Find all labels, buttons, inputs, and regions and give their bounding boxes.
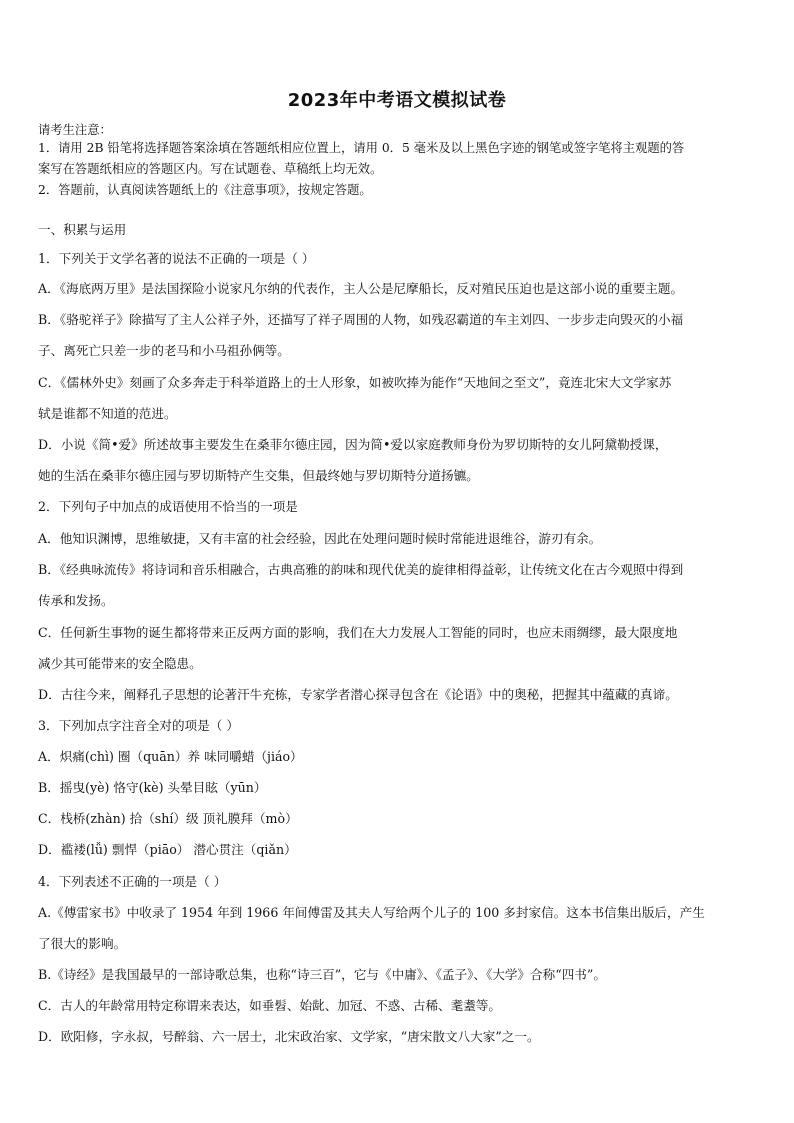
q3-option-b: B．摇曳(yè) 恪守(kè) 头晕目眩（yūn） — [38, 780, 267, 795]
q2-stem: 2．下列句子中加点的成语使用不恰当的一项是 — [38, 499, 298, 514]
q4-stem: 4．下列表述不正确的一项是（ ） — [38, 874, 227, 889]
notice-item-1-line-1: 1．请用 2B 铅笔将选择题答案涂填在答题纸相应位置上，请用 0．5 毫米及以上黑色字迹的钢笔或签字笔将主观题的答 — [38, 141, 685, 155]
notice-item-1-line-2: 案写在答题纸相应的答题区内。写在试题卷、草稿纸上均无效。 — [38, 162, 383, 176]
q4-option-d: D．欧阳修，字永叔，号醉翁、六一居士，北宋政治家、文学家，“唐宋散文八大家”之一。 — [38, 1029, 540, 1044]
q1-option-d-line-2: 她的生活在桑菲尔德庄园与罗切斯特产生交集，但最终她与罗切斯特分道扬镳。 — [38, 468, 479, 483]
q1-option-b-line-1: B．《骆驼祥子》除描写了主人公祥子外，还描写了祥子周围的人物，如残忍霸道的车主刘四、一步步走向毁灭的小福 — [38, 312, 684, 327]
q1-option-c-line-1: C．《儒林外史》刻画了众多奔走于科举道路上的士人形象，如被吹捧为能作“天地间之至文”，竟连北宋大文学家苏 — [38, 375, 672, 390]
q1-stem: 1．下列关于文学名著的说法不正确的一项是（ ） — [38, 251, 315, 266]
page-title: 2023年中考语文模拟试卷 — [287, 90, 507, 111]
q2-option-a: A．他知识渊博，思维敏捷，又有丰富的社会经验，因此在处理问题时候时常能进退维谷，游刃有余。 — [38, 531, 602, 546]
q2-option-b-line-2: 传承和发扬。 — [38, 593, 114, 608]
q3-stem: 3．下列加点字注音全对的项是（ ） — [38, 718, 239, 733]
q4-option-a-line-1: A.《傅雷家书》中收录了 1954 年到 1966 年间傅雷及其夫人写给两个儿子的 100 多封家信。这本书信集出版后，产生 — [38, 905, 705, 920]
notice-item-2: 2．答题前，认真阅读答题纸上的《注意事项》，按规定答题。 — [38, 183, 372, 197]
q1-option-d-line-1: D．小说《简•爱》所述故事主要发生在桑菲尔德庄园，因为简•爱以家庭教师身份为罗切斯特的女儿阿黛勒授课， — [38, 437, 668, 452]
q2-option-c-line-2: 减少其可能带来的安全隐患。 — [38, 656, 202, 671]
q1-option-c-line-2: 轼是谁都不知道的范进。 — [38, 406, 177, 421]
q1-option-b-line-2: 子、离死亡只差一步的老马和小马祖孙俩等。 — [38, 343, 290, 358]
q4-option-c: C．古人的年龄常用特定称谓来表达，如垂髫、始龀、加冠、不惑、古稀、耄耋等。 — [38, 998, 502, 1013]
notice-heading: 请考生注意： — [38, 123, 112, 137]
section-heading: 一、积累与运用 — [38, 222, 127, 237]
q4-option-b: B.《诗经》是我国最早的一部诗歌总集，也称“诗三百”，它与《中庸》、《孟子》、《大学》合称“四书”。 — [38, 967, 606, 982]
q1-option-a: A．《海底两万里》是法国探险小说家凡尔纳的代表作，主人公是尼摩船长，反对殖民压迫也是这部小说的重要主题。 — [38, 281, 684, 296]
q2-option-d: D．古往今来，阐释孔子思想的论著汗牛充栋，专家学者潜心探寻包含在《论语》中的奥秘，把握其中蕴藏的真谛。 — [38, 687, 678, 702]
q2-option-c-line-1: C．任何新生事物的诞生都将带来正反两方面的影响，我们在大力发展人工智能的同时，也应未雨绸缪，最大限度地 — [38, 625, 678, 640]
q3-option-a: A．炽痛(chì) 圈（quān）养 味同嚼蜡（jiáo） — [38, 749, 303, 764]
q3-option-d: D．褴褛(lǚ) 剽悍（piāo） 潜心贯注（qiǎn） — [38, 842, 297, 857]
q2-option-b-line-1: B．《经典咏流传》将诗词和音乐相融合，古典高雅的韵味和现代优美的旋律相得益彰，让传统文化在古今观照中得到 — [38, 562, 684, 577]
q4-option-a-line-2: 了很大的影响。 — [38, 936, 127, 951]
q3-option-c: C．栈桥(zhàn) 拾（shí）级 顶礼膜拜（mò） — [38, 811, 298, 826]
